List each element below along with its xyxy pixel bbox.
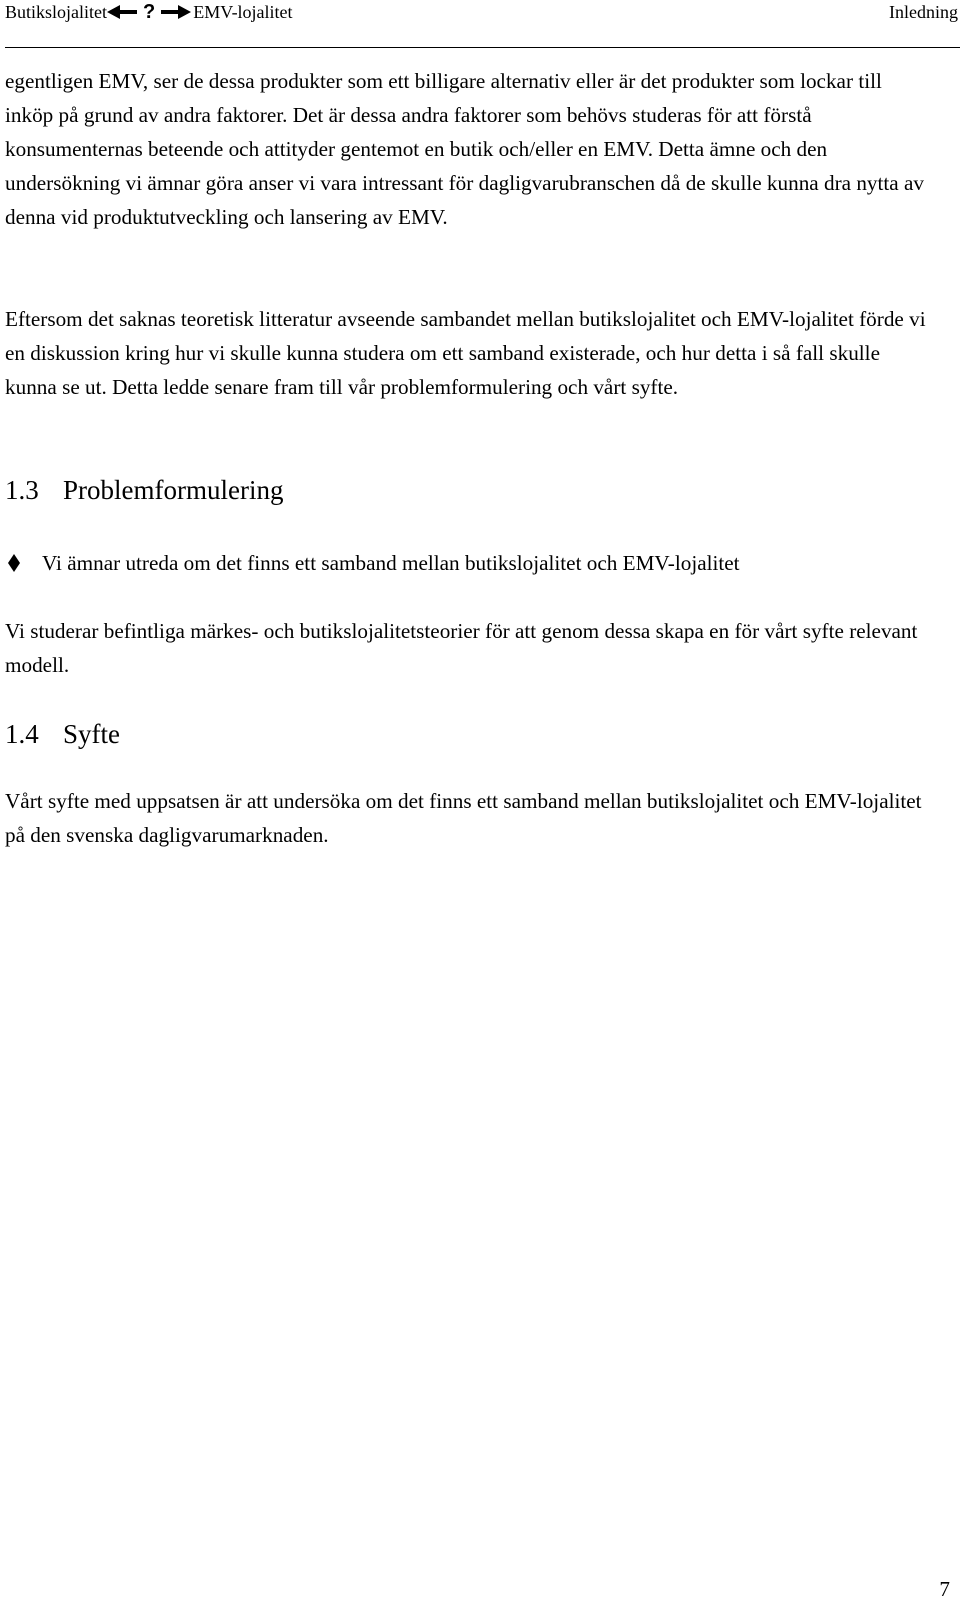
section-heading-problemformulering [5,473,283,507]
paragraph-method: Vi studerar befintliga märkes- och butikslojalitetsteorier för att genom dessa skapa en för vårt syfte relevant modell. [5,619,918,677]
bullet-text: Vi ämnar utreda om det finns ett samband mellan butikslojalitet och EMV-lojalitet [42,551,740,575]
section-title: Problemformulering [63,475,284,505]
header-right-label: EMV-lojalitet [193,2,293,22]
section-number: 1.3 [5,475,39,505]
header-question-mark: ? [143,1,156,23]
header-divider [5,47,960,48]
bullet-item [5,546,740,580]
paragraph-purpose: Vårt syfte med uppsatsen är att undersöka om det finns ett samband mellan butikslojalitet och EMV-lojalitet på den svenska dagligvarumarknaden. [5,789,922,847]
arrow-left-icon [107,5,137,19]
header-left-label: Butikslojalitet [5,2,107,22]
section-heading-syfte [5,717,120,751]
page-number: 7 [939,1577,950,1601]
running-header [5,0,960,26]
arrow-right-icon [161,5,191,19]
section-title: Syfte [63,719,120,749]
section-number: 1.4 [5,719,39,749]
header-section-label: Inledning [889,2,958,22]
header-title [5,0,293,24]
paragraph-intro-continued: egentligen EMV, ser de dessa produkter som ett billigare alternativ eller är det produkter som lockar till inköp på grund av andra faktorer. Det är dessa andra faktorer som behövs studeras för att förstå konsumenternas beteende och attityder gentemot en butik och/eller en EMV. Detta ämne och den undersökning vi ämnar göra anser vi vara intressant för dagligvarubranschen då de skulle kunna dra nytta av denna vid produktutveckling och lansering av EMV. [5,69,924,229]
paragraph-background: Eftersom det saknas teoretisk litteratur avseende sambandet mellan butikslojalitet och EMV-lojalitet förde vi en diskussion kring hur vi skulle kunna studera om ett samband existerade, och hur detta i så fall skulle kunna se ut. Detta ledde senare fram till vår problemformulering och vårt syfte. [5,307,926,399]
diamond-bullet-icon [8,554,20,572]
